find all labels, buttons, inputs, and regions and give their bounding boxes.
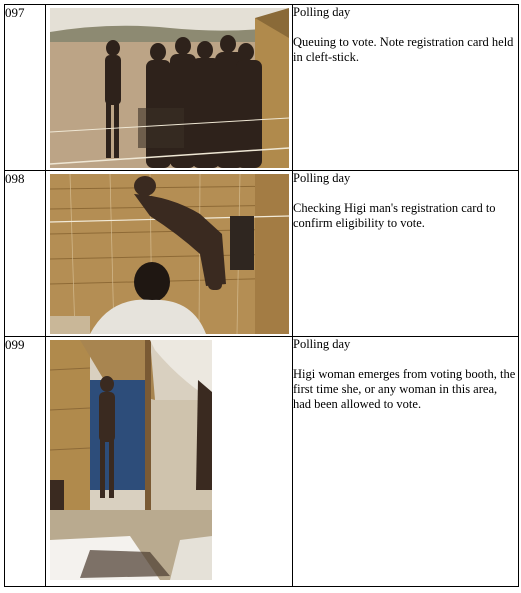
- photo-queue-to-vote: [50, 8, 289, 168]
- entry-title: Polling day: [293, 5, 351, 19]
- photo-cell: [46, 171, 293, 337]
- catalog-row-098: [5, 171, 519, 337]
- photo-catalog-table: [4, 4, 519, 587]
- description-cell: [293, 337, 519, 587]
- description-cell: [293, 5, 519, 171]
- entry-title: Polling day: [293, 171, 351, 185]
- description-cell: [293, 171, 519, 337]
- photo-cell: [46, 337, 293, 587]
- entry-number: 099: [5, 337, 46, 587]
- entry-caption: Checking Higi man's registration card to confirm eligibility to vote.: [293, 201, 496, 230]
- photo-catalog-page: [4, 4, 517, 589]
- photo-woman-leaves-booth: [50, 340, 212, 580]
- entry-number: 097: [5, 5, 46, 171]
- catalog-row-097: [5, 5, 519, 171]
- entry-caption: Higi woman emerges from voting booth, the first time she, or any woman in this area, had been allowed to vote.: [293, 367, 516, 411]
- photo-registration-check: [50, 174, 289, 334]
- photo-cell: [46, 5, 293, 171]
- entry-number: 098: [5, 171, 46, 337]
- catalog-row-099: [5, 337, 519, 587]
- entry-title: Polling day: [293, 337, 351, 351]
- entry-caption: Queuing to vote. Note registration card held in cleft-stick.: [293, 35, 514, 64]
